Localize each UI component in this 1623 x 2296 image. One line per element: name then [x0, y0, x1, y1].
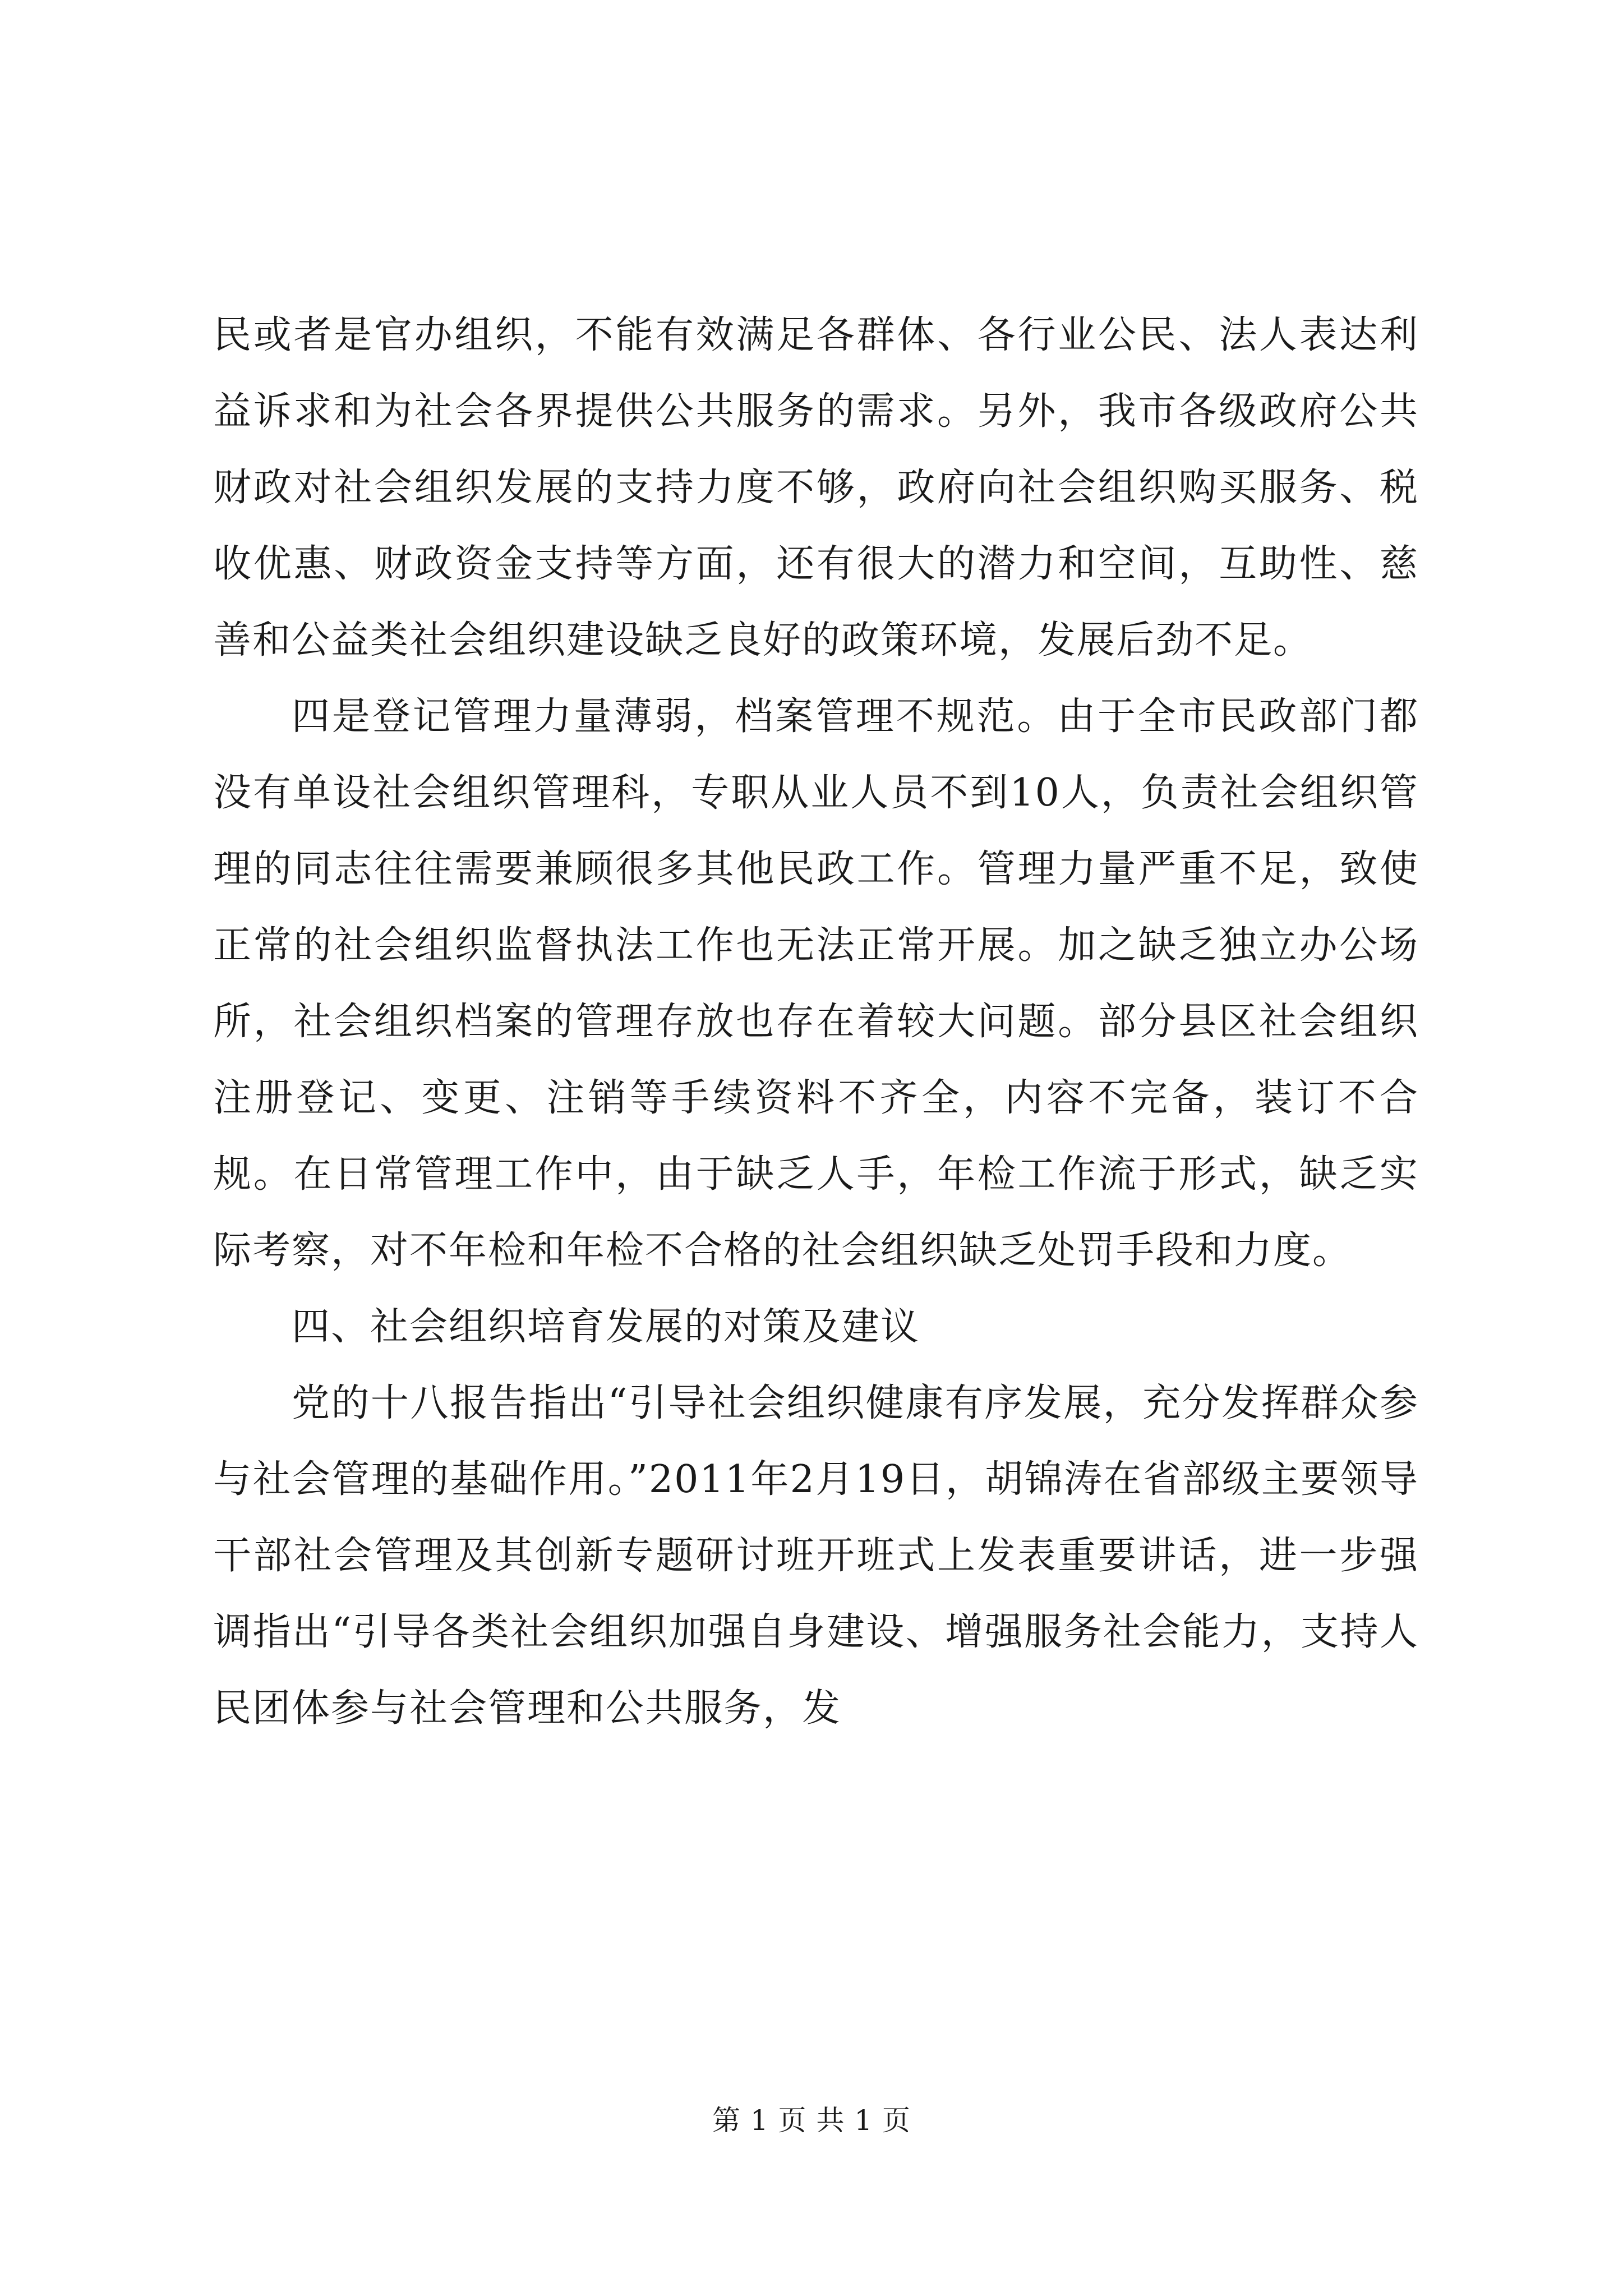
page-footer: 第 1 页 共 1 页	[712, 2104, 911, 2137]
paragraph-registration-management: 四是登记管理力量薄弱，档案管理不规范。由于全市民政部门都没有单设社会组织管理科，专职从业人员不到10人，负责社会组织管理的同志往往需要兼顾很多其他民政工作。管理力量严重不足，致使正常的社会组织监督执法工作也无法正常开展。加之缺乏独立办公场所，社会组织档案的管理存放也存在着较大问题。部分县区社会组织注册登记、变更、注销等手续资料不齐全，内容不完备，装订不合规。在日常管理工作中，由于缺乏人手，年检工作流于形式，缺乏实际考察，对不年检和年检不合格的社会组织缺乏处罚手段和力度。	[213, 694, 1419, 1273]
paragraph-continuation: 民或者是官办组织，不能有效满足各群体、各行业公民、法人表达利益诉求和为社会各界提供公共服务的需求。另外，我市各级政府公共财政对社会组织发展的支持力度不够，政府向社会组织购买服务、税收优惠、财政资金支持等方面，还有很大的潜力和空间，互助性、慈善和公益类社会组织建设缺乏良好的政策环境，发展后劲不足。	[213, 313, 1419, 662]
section-heading: 四、社会组织培育发展的对策及建议	[292, 1305, 920, 1349]
document-body	[213, 297, 1419, 1747]
paragraph-party-report: 党的十八报告指出“引导社会组织健康有序发展，充分发挥群众参与社会管理的基础作用。”2011年2月19日，胡锦涛在省部级主要领导干部社会管理及其创新专题研讨班开班式上发表重要讲话，进一步强调指出“引导各类社会组织加强自身建设、增强服务社会能力，支持人民团体参与社会管理和公共服务，发	[213, 1381, 1419, 1731]
